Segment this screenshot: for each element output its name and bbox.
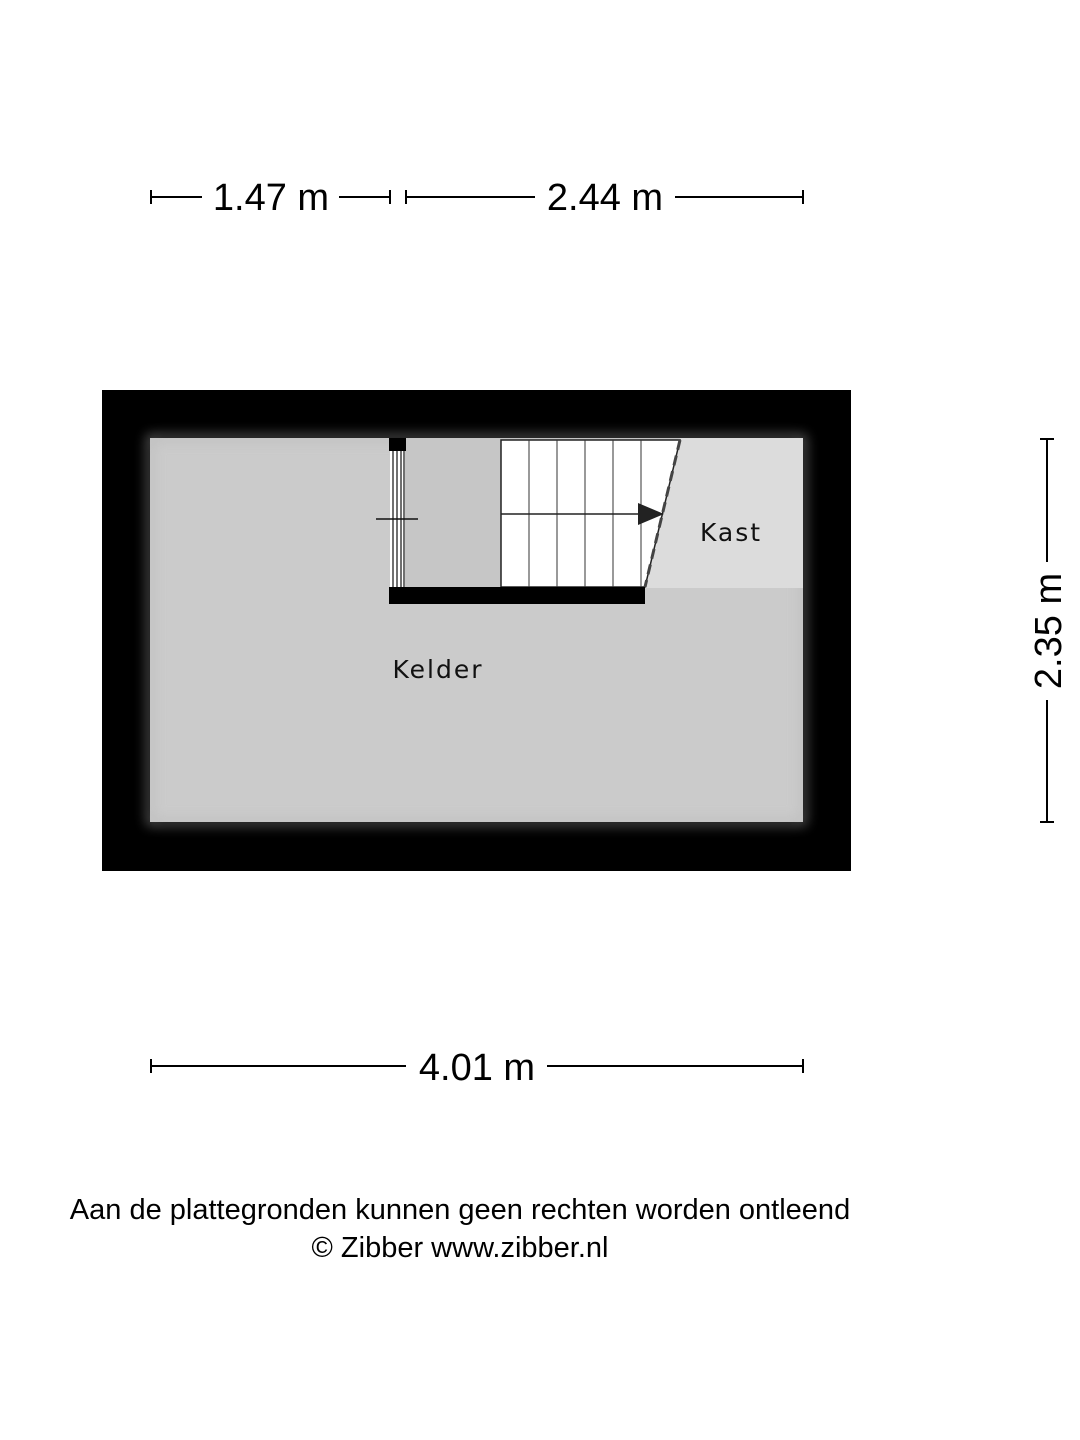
dimension-label-top-right: 2.44 m — [546, 177, 664, 219]
hall-floor — [405, 438, 501, 588]
inner-wall-horizontal — [389, 587, 645, 604]
room-label-kelder: Kelder — [392, 655, 484, 684]
dimension-label-top-left: 1.47 m — [212, 177, 330, 219]
disclaimer-text: Aan de plattegronden kunnen geen rechten worden ontleend — [69, 1194, 851, 1226]
copyright-text: © Zibber www.zibber.nl — [311, 1232, 609, 1264]
room-label-kast: Kast — [699, 518, 763, 547]
dimension-label-bottom: 4.01 m — [418, 1047, 536, 1089]
dimension-label-right: 2.35 m — [1028, 572, 1070, 690]
inner-wall-stub — [389, 438, 406, 451]
